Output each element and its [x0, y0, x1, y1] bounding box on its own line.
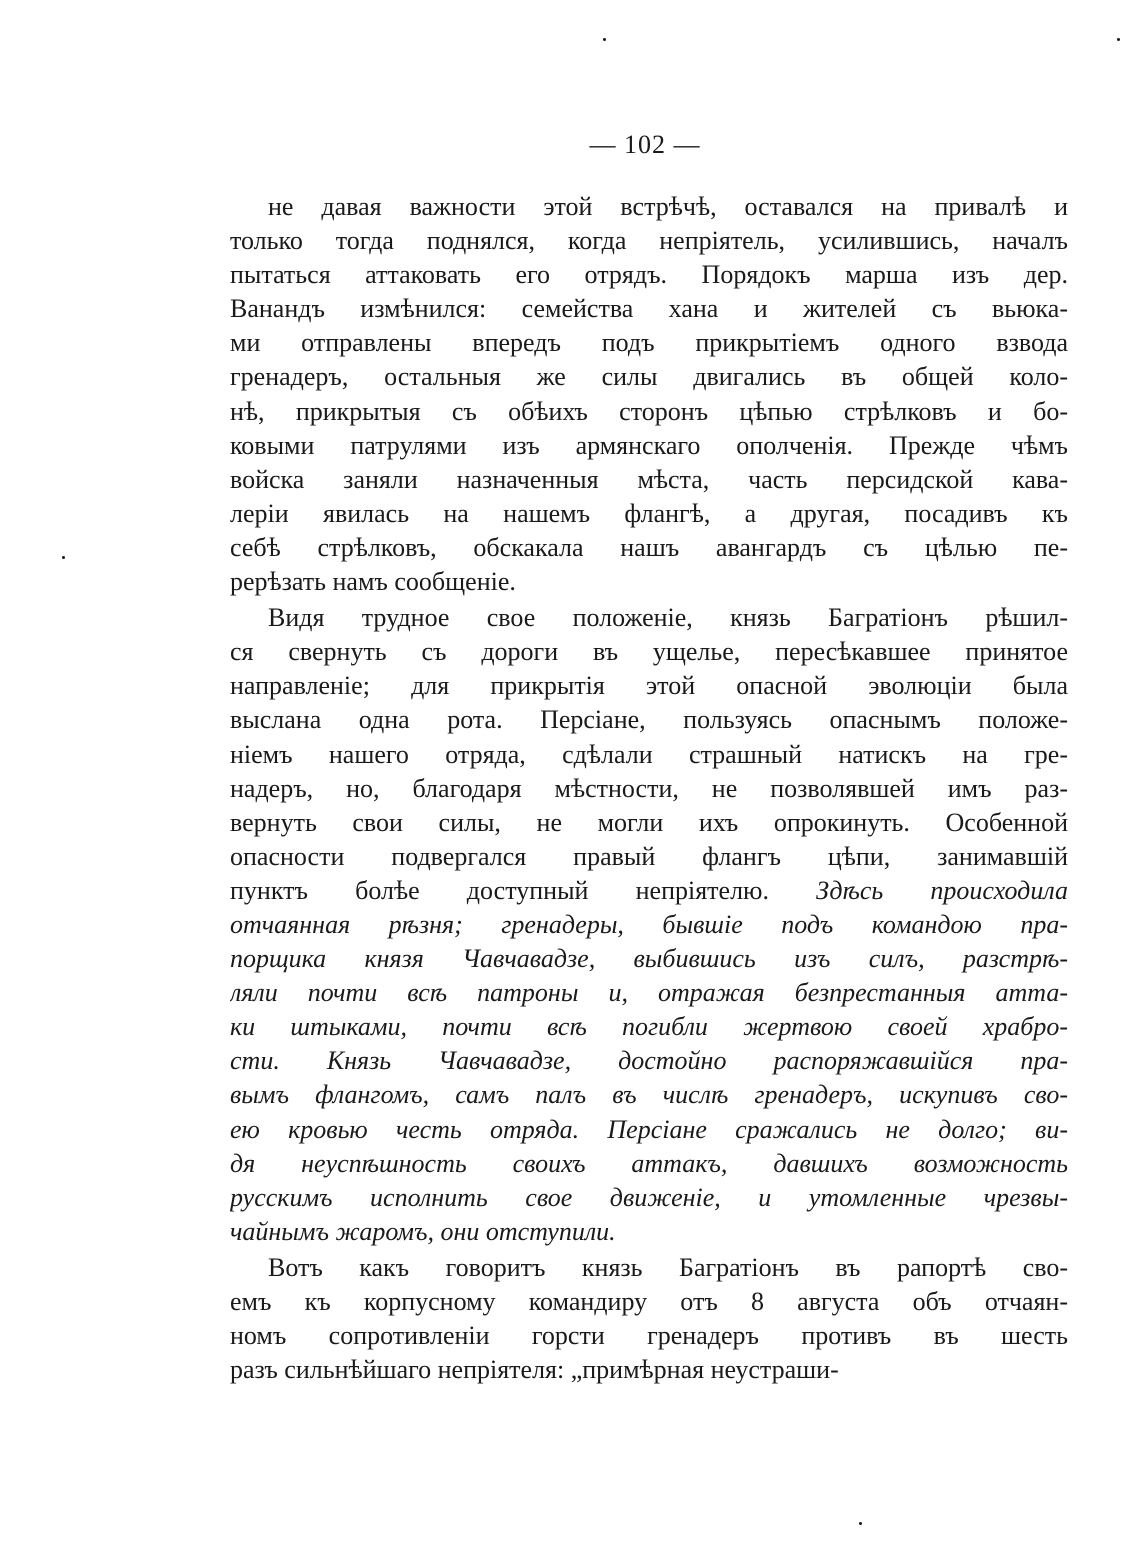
text-line: Вотъ какъ говоритъ князь Багратіонъ въ рапортѣ сво- [268, 1252, 1068, 1282]
page-number: — 102 — [589, 130, 701, 159]
text-line: гренадеръ, остальныя же силы двигались въ общей коло- [230, 362, 1068, 392]
text-line: ею кровью честь отряда. Персіане сражались не долго; ви- [230, 1114, 1068, 1144]
paragraph [230, 601, 1068, 1249]
text-line: себѣ стрѣлковъ, обскакала нашъ авангардъ съ цѣлью пе- [230, 532, 1068, 562]
text-line: вернуть свои силы, не могли ихъ опрокинуть. Особенной [230, 807, 1068, 837]
text-line: ми отправлены впередъ подъ прикрытіемъ одного взвода [230, 328, 1068, 358]
text-line: опасности подвергался правый флангъ цѣпи, занимавшій [230, 841, 1068, 871]
text-line: чайнымъ жаромъ, они отступили. [230, 1216, 616, 1246]
text-line: выслана одна рота. Персіане, пользуясь опаснымъ положе- [230, 705, 1068, 735]
text-line: порщика князя Чавчавадзе, выбившись изъ силъ, разстрѣ- [230, 944, 1068, 974]
text-line: ся свернуть съ дороги въ ущелье, пересѣкавшее принятое [230, 637, 1068, 667]
print-speck [62, 556, 65, 559]
text-line-italic-part: Здѣсь происходила [816, 875, 1068, 905]
text-line: пытаться аттаковать его отрядъ. Порядокъ марша изъ дер. [230, 260, 1068, 290]
text-line: нѣ, прикрытыя съ обѣихъ сторонъ цѣпью стрѣлковъ и бо- [230, 396, 1068, 426]
text-line [230, 874, 1068, 908]
text-line: леріи явилась на нашемъ флангѣ, а другая, посадивъ къ [230, 498, 1068, 528]
text-line: ніемъ нашего отряда, сдѣлали страшный натискъ на гре- [230, 739, 1068, 769]
text-line: номъ сопротивленіи горсти гренадеръ противъ въ шесть [230, 1321, 1068, 1351]
text-line: разъ сильнѣйшаго непріятеля: „примѣрная неустраши- [230, 1355, 839, 1385]
print-speck [859, 1522, 862, 1525]
text-line: рерѣзать намъ сообщеніе. [230, 567, 516, 597]
text-line: емъ къ корпусному командиру отъ 8 августа объ отчаян- [230, 1287, 1068, 1316]
text-line: только тогда поднялся, когда непріятель, усилившись, началъ [230, 226, 1068, 256]
text-line: не давая важности этой встрѣчѣ, оставался на привалѣ и [268, 192, 1068, 221]
print-speck [1117, 38, 1120, 41]
text-line: вымъ флангомъ, самъ палъ въ числѣ гренадеръ, искупивъ сво- [230, 1080, 1068, 1110]
text-line: отчаянная рѣзня; гренадеры, бывшіе подъ командою пра- [230, 909, 1068, 939]
text-line: войска заняли назначенныя мѣста, часть персидской кава- [230, 464, 1068, 494]
text-line: направленіе; для прикрытія этой опасной эволюціи была [230, 671, 1068, 701]
paragraph [230, 1251, 1068, 1387]
print-speck [603, 38, 606, 41]
text-line: ки штыками, почти всѣ погибли жертвою своей храбро- [230, 1012, 1068, 1042]
text-line: надеръ, но, благодаря мѣстности, не позволявшей имъ раз- [230, 773, 1068, 803]
text-line: Ванандъ измѣнился: семейства хана и жителей съ вьюка- [230, 294, 1068, 324]
paragraph [230, 190, 1068, 599]
text-line: дя неуспѣшность своихъ аттакъ, давшихъ возможность [230, 1148, 1068, 1178]
text-line-normal-part: пунктъ болѣе доступный непріятелю. [230, 875, 817, 905]
text-line: Видя трудное свое положеніе, князь Багратіонъ рѣшил- [268, 603, 1068, 633]
text-line: ляли почти всѣ патроны и, отражая безпрестанныя атта- [230, 978, 1068, 1008]
body-text [230, 190, 1068, 1387]
text-line: сти. Князь Чавчавадзе, достойно распоряжавшійся пра- [230, 1046, 1068, 1076]
text-line: ковыми патрулями изъ армянскаго ополченія. Прежде чѣмъ [230, 430, 1068, 460]
text-line: русскимъ исполнить свое движеніе, и утомленные чрезвы- [230, 1182, 1068, 1212]
